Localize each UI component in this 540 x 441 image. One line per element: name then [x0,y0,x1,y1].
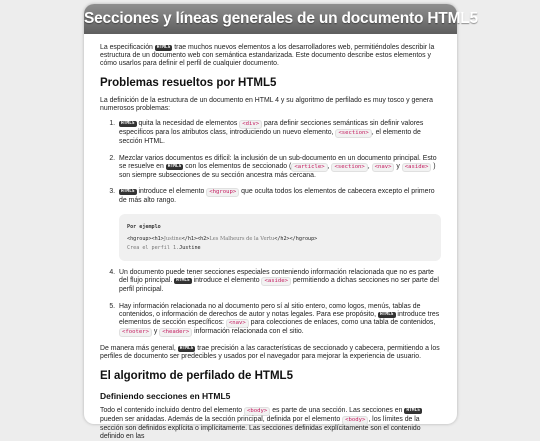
html5-badge: HTML5 [176,278,190,284]
code-tag: <section> [335,129,371,138]
code-example-block [119,214,441,262]
html5-badge: HTML5 [156,45,171,50]
list-item: 3. HTML5 introduce el elemento <hgroup> que oculta todos los elementos de cabecera excepto el primero de más alto rango. Por ejemplo <hgroup><h1>Justine</h1><h2>Les Malheurs de la Vertu</h2></hgroup> Crea el perfil 1.Justine [117,188,441,262]
html5-badge: HTML5 [406,407,420,413]
page-title: Secciones y líneas generales de un documento HTML5 [84,4,457,34]
code-tag: <section> [331,163,367,172]
subsection-heading: Definiendo secciones en HTML5 [100,390,231,401]
problems-list [100,120,441,336]
code-line: <hgroup><h1>Justine</h1><h2>Les Malheurs de la Vertu</h2></hgroup> [127,236,318,243]
code-tag: <div> [239,120,262,129]
code-tag: <hgroup> [206,188,239,197]
list-item: 5. Hay información relacionada no al documento pero sí al sitio entero, como logos, menús, tablas de contenidos, o información de derechos de autor y notas legales. Para ese propósito, HTML5 introduce tres elementos de sección específicos: <nav> para colecciones de enlaces, como una tabla de contenidos, <footer> y <header> información relacionada con el sitio. [117,303,441,337]
code-tag: <nav> [226,319,249,328]
code-caption: Por ejemplo [127,223,161,230]
list-item: 2. Mezclar varios documentos es difícil: la inclusión de un sub-documento en un documento principal. Esto se resuelve en HTML5 con los elementos de seccionado ( <article> , <section> , <nav> y <aside> ) son siempre subsecciones de su sección ancestra más cercana. [117,155,441,180]
code-tag: <aside> [261,277,291,286]
code-tag: <body> [244,407,270,416]
intro-paragraph: La especificación HTML5 trae muchos nuevos elementos a los desarrolladores web, permitiéndoles describir la estructura de un documento web con semántica estandarizada. Este documento describe estos elementos y cómo usarlos para definir el perfil de cualquier documento. [100,44,435,68]
list-item: 4. Un documento puede tener secciones especiales conteniendo información relacionada que no es parte del flujo principal. HTML5 introduce el elemento <aside> permitiendo a dichas secciones no ser parte del perfil principal. [117,269,441,294]
code-tag: <body> [342,416,368,425]
section-heading: El algoritmo de perfilado de HTML5 [100,369,293,382]
code-tag: <nav> [372,163,395,172]
code-tag: <aside> [402,163,432,172]
body-paragraph: Todo el contenido incluido dentro del elemento <body> es parte de una sección. Las secciones en HTML5 pueden ser anidadas. Además de la sección principal, definida por el elemento <body> , los límites de la sección son definidos explícita o implícitamente. Las secciones definidas explícitamente son el contenido definido en las [100,406,421,440]
html5-badge: HTML5 [121,188,135,194]
list-item: 1. HTML5 quita la necesidad de elementos <div> para definir secciones semánticas sin definir valores específicos para los atributos class, introduciendo un nuevo elemento, <section> , el elemento de sección HTML. [117,120,441,146]
article-content [84,34,457,441]
code-line: Crea el perfil 1.Justine [127,244,201,251]
section-heading: Problemas resueltos por HTML5 [100,77,277,90]
document-page [84,4,478,440]
html5-badge: HTML5 [121,121,135,127]
html5-badge: HTML5 [167,163,182,169]
code-tag: <header> [159,328,192,337]
code-tag: <article> [291,163,327,172]
code-tag: <footer> [119,328,152,337]
html5-badge: HTML5 [379,311,394,317]
html5-badge: HTML5 [179,345,194,351]
section-paragraph: La definición de la estructura de un documento en HTML 4 y su algoritmo de perfilado es muy tosco y genera numerosos problemas: [100,97,433,113]
closing-paragraph: De manera más general, HTML5 trae precisión a las características de seccionado y cabecera, permitiendo a los perfiles de documento ser predecibles y usados por el navegador para mejorar la experiencia de usuario. [100,344,440,360]
